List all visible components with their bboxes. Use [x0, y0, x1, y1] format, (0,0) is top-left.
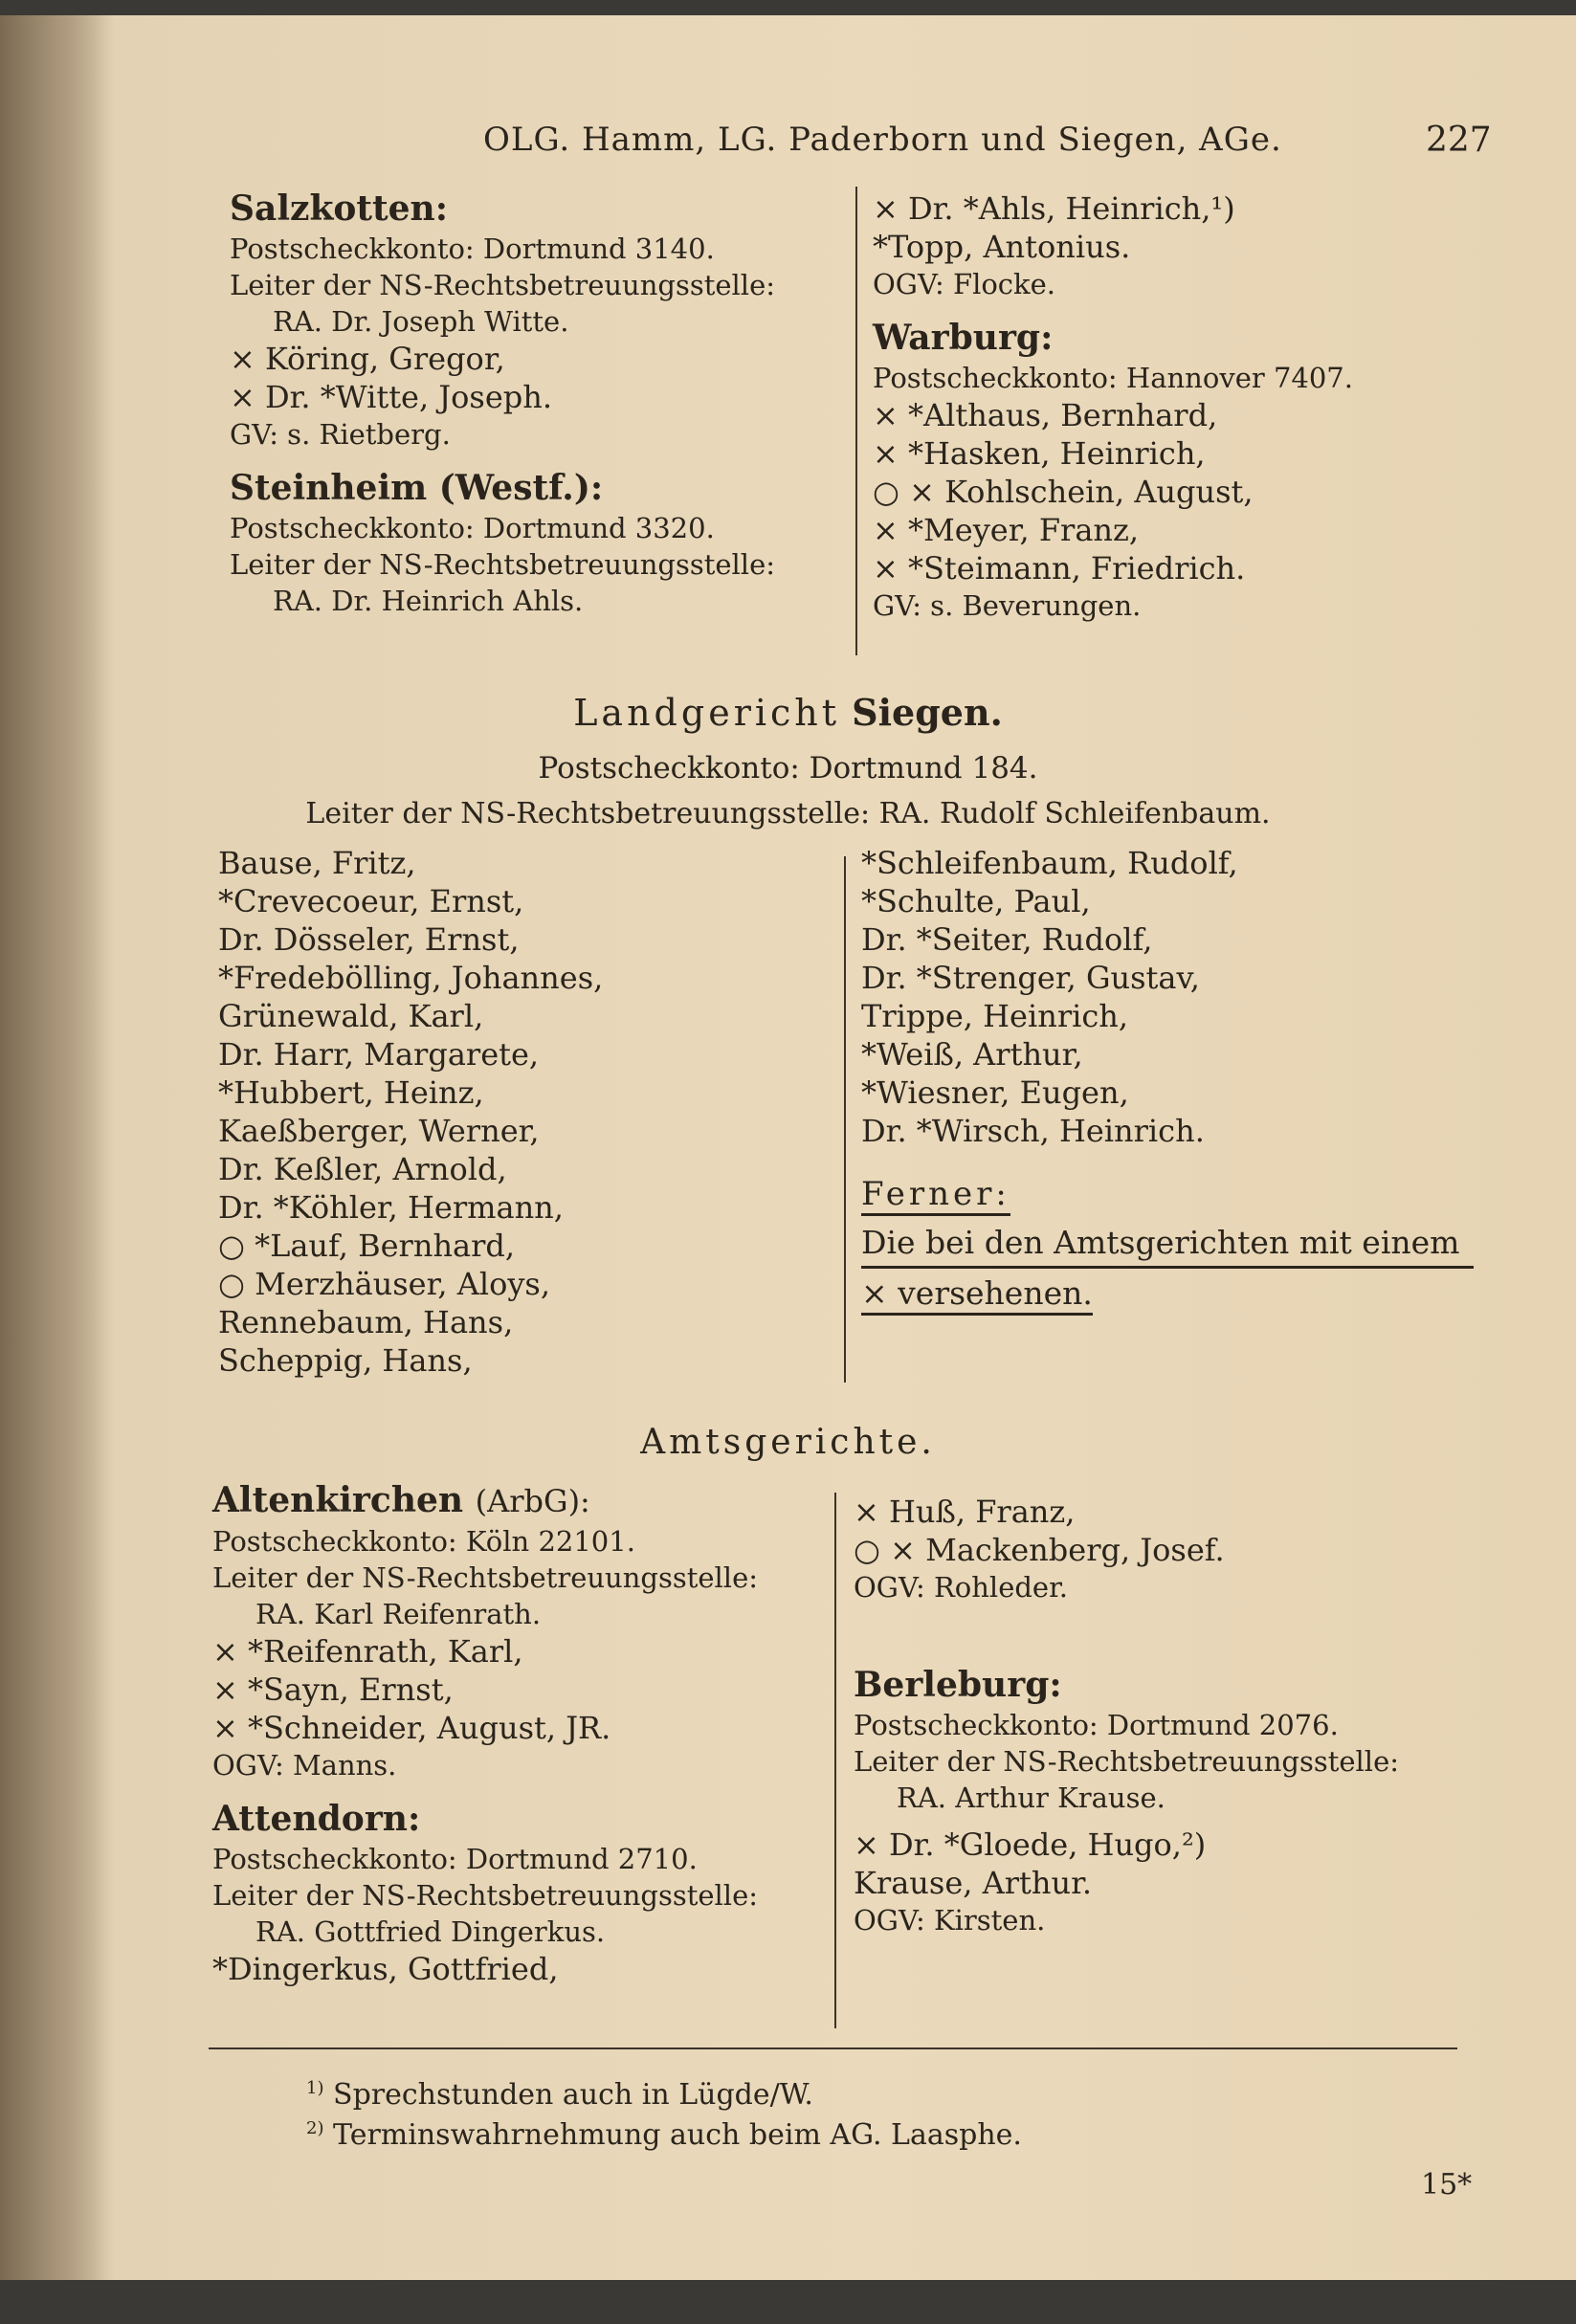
member-entry: × *Hasken, Heinrich, — [873, 435, 1206, 472]
list-item: Kaeßberger, Werner, — [218, 1113, 540, 1149]
landgericht-place: Siegen. — [852, 691, 1003, 734]
section-attendorn — [212, 1797, 758, 1988]
list-item: *Fredebölling, Johannes, — [218, 960, 604, 996]
landgericht-postscheck: Postscheckkonto: Dortmund 184. — [538, 751, 1038, 786]
list-item: Dr. *Köhler, Hermann, — [218, 1189, 564, 1226]
section-heading: Attendorn: — [212, 1799, 421, 1839]
postscheck-line: Postscheckkonto: Dortmund 3320. — [230, 512, 715, 544]
list-item: Trippe, Heinrich, — [861, 998, 1129, 1034]
list-item: Dr. *Strenger, Gustav, — [861, 960, 1200, 996]
footnote-2: $^{2)}$ Terminswahrnehmung auch beim AG. Laasphe. — [306, 2118, 1022, 2152]
section-warburg — [873, 316, 1353, 624]
ogv-note: OGV: Rohleder. — [854, 1571, 1068, 1604]
gv-note: GV: s. Beverungen. — [873, 589, 1142, 622]
list-item: *Wiesner, Eugen, — [861, 1074, 1129, 1111]
member-entry: *Dingerkus, Gottfried, — [212, 1951, 559, 1987]
ogv-note: OGV: Flocke. — [873, 268, 1056, 300]
member-entry: × *Reifenrath, Karl, — [212, 1633, 523, 1670]
ferner-note-line-2: × versehenen. — [861, 1274, 1474, 1316]
list-item: Scheppig, Hans, — [218, 1342, 473, 1379]
list-item: Grünewald, Karl, — [218, 998, 484, 1034]
column-divider — [855, 187, 857, 655]
postscheck-line: Postscheckkonto: Dortmund 2076. — [854, 1709, 1339, 1741]
member-entry: × Köring, Gregor, — [230, 341, 505, 377]
member-entry: × *Althaus, Bernhard, — [873, 397, 1218, 433]
member-entry: × *Sayn, Ernst, — [212, 1671, 454, 1708]
top-right-column — [873, 189, 1353, 624]
ogv-note: OGV: Manns. — [212, 1749, 397, 1782]
gv-note: GV: s. Rietberg. — [230, 418, 451, 451]
scan-edge-top — [0, 0, 1576, 15]
section-steinheim — [230, 466, 775, 619]
list-item: *Hubbert, Heinz, — [218, 1074, 484, 1111]
leiter-line: Leiter der NS-Rechtsbetreuungsstelle: — [854, 1745, 1400, 1778]
member-entry: × *Meyer, Franz, — [873, 512, 1140, 548]
list-item: Rennebaum, Hans, — [218, 1304, 514, 1340]
leader-name: RA. Gottfried Dingerkus. — [255, 1915, 606, 1948]
member-entry: Krause, Arthur. — [854, 1865, 1093, 1901]
landgericht-leiter: Leiter der NS-Rechtsbetreuungsstelle: RA. Rudolf Schleifenbaum. — [305, 797, 1271, 830]
leader-name: RA. Karl Reifenrath. — [255, 1598, 542, 1630]
amtsgerichte-right-column — [854, 1493, 1399, 1938]
list-item: Dr. *Wirsch, Heinrich. — [861, 1113, 1205, 1149]
landgericht-right-list — [861, 844, 1474, 1316]
sheet-signature: 15* — [1421, 2168, 1473, 2202]
leiter-line: Leiter der NS-Rechtsbetreuungsstelle: — [230, 269, 776, 301]
postscheck-line: Postscheckkonto: Hannover 7407. — [873, 362, 1353, 394]
section-heading: Salzkotten: — [230, 188, 449, 229]
leader-name: RA. Arthur Krause. — [897, 1782, 1165, 1814]
postscheck-line: Postscheckkonto: Dortmund 2710. — [212, 1843, 698, 1875]
list-item: ○ Merzhäuser, Aloys, — [218, 1266, 551, 1302]
section-heading: Steinheim (Westf.): — [230, 468, 604, 508]
section-heading: Berleburg: — [854, 1665, 1062, 1705]
member-entry: ○ × Mackenberg, Josef. — [854, 1532, 1225, 1568]
member-entry: × Dr. *Ahls, Heinrich,¹) — [873, 190, 1235, 227]
leiter-line: Leiter der NS-Rechtsbetreuungsstelle: — [212, 1561, 759, 1594]
amtsgerichte-title: Amtsgerichte. — [640, 1423, 936, 1462]
section-altenkirchen — [212, 1478, 758, 1783]
list-item: Dr. *Seiter, Rudolf, — [861, 921, 1153, 958]
member-entry: × Huß, Franz, — [854, 1494, 1076, 1530]
postscheck-line: Postscheckkonto: Köln 22101. — [212, 1525, 635, 1558]
list-item: *Schleifenbaum, Rudolf, — [861, 845, 1238, 881]
landgericht-left-list — [218, 844, 603, 1380]
leiter-line: Leiter der NS-Rechtsbetreuungsstelle: — [230, 548, 776, 581]
list-item: *Weiß, Arthur, — [861, 1036, 1083, 1073]
list-item: Dr. Keßler, Arnold, — [218, 1151, 507, 1187]
section-berleburg — [854, 1663, 1399, 1938]
postscheck-line: Postscheckkonto: Dortmund 3140. — [230, 232, 715, 265]
column-divider — [834, 1493, 836, 2028]
running-header: OLG. Hamm, LG. Paderborn und Siegen, AGe. — [483, 121, 1282, 159]
page-number: 227 — [1426, 121, 1492, 160]
list-item: ○ *Lauf, Bernhard, — [218, 1228, 516, 1264]
leader-name: RA. Dr. Joseph Witte. — [273, 305, 569, 338]
member-entry: × Dr. *Witte, Joseph. — [230, 379, 553, 415]
section-heading: Warburg: — [873, 318, 1054, 358]
member-entry: × *Schneider, August, JR. — [212, 1710, 611, 1746]
footnote-1: $^{1)}$ Sprechstunden auch in Lügde/W. — [306, 2078, 813, 2112]
landgericht-title — [0, 691, 1576, 734]
column-divider — [844, 856, 846, 1383]
top-left-column — [230, 187, 775, 619]
landgericht-label: Landgericht — [573, 692, 841, 734]
leiter-line: Leiter der NS-Rechtsbetreuungsstelle: — [212, 1879, 759, 1912]
member-entry: × Dr. *Gloede, Hugo,²) — [854, 1826, 1207, 1863]
list-item: *Crevecoeur, Ernst, — [218, 883, 524, 919]
member-entry: ○ × Kohlschein, August, — [873, 474, 1254, 510]
ferner-label: Ferner: — [861, 1175, 1474, 1216]
section-heading: Altenkirchen (ArbG): — [212, 1480, 590, 1520]
list-item: *Schulte, Paul, — [861, 883, 1091, 919]
list-item: Dr. Dösseler, Ernst, — [218, 921, 520, 958]
ferner-note-line-1: Die bei den Amtsgerichten mit einem — [861, 1224, 1474, 1269]
list-item: Bause, Fritz, — [218, 845, 416, 881]
list-item: Dr. Harr, Margarete, — [218, 1036, 540, 1073]
binding-gutter — [0, 0, 115, 2324]
leader-name: RA. Dr. Heinrich Ahls. — [273, 585, 584, 617]
scan-edge-bottom — [0, 2280, 1576, 2324]
footnote-rule — [209, 2047, 1457, 2049]
ogv-note: OGV: Kirsten. — [854, 1904, 1046, 1937]
member-entry: *Topp, Antonius. — [873, 229, 1131, 265]
member-entry: × *Steimann, Friedrich. — [873, 550, 1246, 587]
section-salzkotten — [230, 187, 775, 453]
amtsgerichte-left-column — [212, 1478, 758, 1988]
